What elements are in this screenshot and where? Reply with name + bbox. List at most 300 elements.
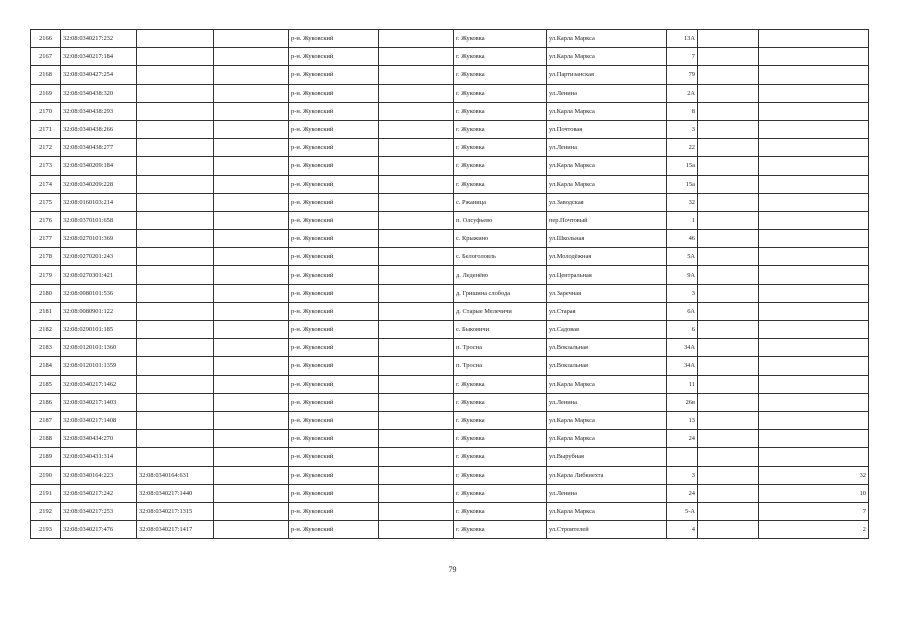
cadastral-number-cell: 32:08:0340217:1408 <box>61 411 137 429</box>
row-number-cell: 2170 <box>31 102 61 120</box>
table-row <box>31 120 869 138</box>
cadastral-number-cell: 32:08:0080901:122 <box>61 302 137 320</box>
empty-cell <box>214 284 289 302</box>
empty-cell <box>698 193 759 211</box>
empty-cell <box>698 48 759 66</box>
district-cell: р-н. Жуковский <box>289 357 379 375</box>
cadastral-number-cell: 32:08:0120101:1359 <box>61 357 137 375</box>
cadastral-number-cell: 32:08:0340438:293 <box>61 102 137 120</box>
settlement-cell: г. Жуковка <box>454 411 547 429</box>
empty-cell <box>698 302 759 320</box>
cadastral-number-cell: 32:08:0270101:369 <box>61 230 137 248</box>
empty-cell <box>379 266 454 284</box>
house-number-cell: 15а <box>667 157 698 175</box>
house-number-cell: 3 <box>667 120 698 138</box>
row-number-cell: 2176 <box>31 211 61 229</box>
table-row <box>31 139 869 157</box>
settlement-cell: с. Белоголовль <box>454 248 547 266</box>
empty-cell <box>379 230 454 248</box>
empty-cell <box>698 175 759 193</box>
empty-cell <box>214 66 289 84</box>
district-cell: р-н. Жуковский <box>289 393 379 411</box>
premises-cadastral-number-cell <box>137 448 214 466</box>
empty-cell <box>698 393 759 411</box>
street-cell: ул.Ленина <box>547 84 667 102</box>
house-number-cell: 5-А <box>667 502 698 520</box>
street-cell: ул.Вокзальная <box>547 357 667 375</box>
empty-cell <box>379 302 454 320</box>
street-cell: ул.Ленина <box>547 393 667 411</box>
premises-cadastral-number-cell <box>137 230 214 248</box>
street-cell: ул.Школьная <box>547 230 667 248</box>
street-cell: ул.Заречная <box>547 284 667 302</box>
settlement-cell: г. Жуковка <box>454 466 547 484</box>
settlement-cell: с. Ржаница <box>454 193 547 211</box>
empty-cell <box>214 375 289 393</box>
street-cell: ул.Карла Маркса <box>547 48 667 66</box>
street-cell: ул.Карла Маркса <box>547 502 667 520</box>
empty-cell <box>379 66 454 84</box>
empty-cell <box>698 66 759 84</box>
empty-cell <box>698 448 759 466</box>
empty-cell <box>698 211 759 229</box>
street-cell: ул.Ленина <box>547 139 667 157</box>
apartment-number-cell <box>759 448 869 466</box>
empty-cell <box>214 48 289 66</box>
apartment-number-cell <box>759 266 869 284</box>
street-cell: ул.Заводская <box>547 193 667 211</box>
empty-cell <box>379 484 454 502</box>
premises-cadastral-number-cell <box>137 430 214 448</box>
row-number-cell: 2178 <box>31 248 61 266</box>
empty-cell <box>379 175 454 193</box>
apartment-number-cell <box>759 211 869 229</box>
table-row <box>31 193 869 211</box>
row-number-cell: 2181 <box>31 302 61 320</box>
premises-cadastral-number-cell <box>137 48 214 66</box>
premises-cadastral-number-cell: 32:08:0340217:1315 <box>137 502 214 520</box>
row-number-cell: 2172 <box>31 139 61 157</box>
house-number-cell: 5А <box>667 248 698 266</box>
empty-cell <box>379 321 454 339</box>
empty-cell <box>379 430 454 448</box>
empty-cell <box>379 157 454 175</box>
empty-cell <box>214 30 289 48</box>
page-number: 79 <box>448 565 457 574</box>
table-row <box>31 321 869 339</box>
table-row <box>31 393 869 411</box>
empty-cell <box>214 411 289 429</box>
row-number-cell: 2166 <box>31 30 61 48</box>
district-cell: р-н. Жуковский <box>289 157 379 175</box>
settlement-cell: г. Жуковка <box>454 175 547 193</box>
table-row <box>31 521 869 539</box>
cadastral-number-cell: 32:08:0370101:658 <box>61 211 137 229</box>
table-row <box>31 175 869 193</box>
empty-cell <box>214 521 289 539</box>
premises-cadastral-number-cell <box>137 411 214 429</box>
empty-cell <box>214 502 289 520</box>
row-number-cell: 2186 <box>31 393 61 411</box>
cadastral-number-cell: 32:08:0120101:1360 <box>61 339 137 357</box>
empty-cell <box>698 30 759 48</box>
row-number-cell: 2188 <box>31 430 61 448</box>
house-number-cell: 3 <box>667 466 698 484</box>
table-row <box>31 375 869 393</box>
apartment-number-cell <box>759 248 869 266</box>
house-number-cell: 79 <box>667 66 698 84</box>
table-row <box>31 48 869 66</box>
empty-cell <box>214 466 289 484</box>
settlement-cell: г. Жуковка <box>454 484 547 502</box>
district-cell: р-н. Жуковский <box>289 430 379 448</box>
empty-cell <box>698 284 759 302</box>
empty-cell <box>698 120 759 138</box>
premises-cadastral-number-cell <box>137 339 214 357</box>
empty-cell <box>214 102 289 120</box>
cadastral-number-cell: 32:08:0290101:185 <box>61 321 137 339</box>
table-row <box>31 339 869 357</box>
street-cell: ул.Партизанская <box>547 66 667 84</box>
empty-cell <box>214 266 289 284</box>
house-number-cell: 8 <box>667 102 698 120</box>
row-number-cell: 2180 <box>31 284 61 302</box>
table-body <box>31 30 869 539</box>
premises-cadastral-number-cell <box>137 284 214 302</box>
district-cell: р-н. Жуковский <box>289 211 379 229</box>
empty-cell <box>698 502 759 520</box>
empty-cell <box>379 211 454 229</box>
empty-cell <box>698 430 759 448</box>
empty-cell <box>698 411 759 429</box>
house-number-cell: 26в <box>667 393 698 411</box>
empty-cell <box>698 266 759 284</box>
settlement-cell: г. Жуковка <box>454 430 547 448</box>
empty-cell <box>379 139 454 157</box>
settlement-cell: г. Жуковка <box>454 375 547 393</box>
premises-cadastral-number-cell <box>137 157 214 175</box>
empty-cell <box>214 484 289 502</box>
district-cell: р-н. Жуковский <box>289 120 379 138</box>
empty-cell <box>379 393 454 411</box>
table-row <box>31 430 869 448</box>
table-row <box>31 448 869 466</box>
house-number-cell: 34А <box>667 339 698 357</box>
table-row <box>31 266 869 284</box>
empty-cell <box>379 248 454 266</box>
apartment-number-cell <box>759 175 869 193</box>
street-cell: ул.Вырубная <box>547 448 667 466</box>
district-cell: р-н. Жуковский <box>289 302 379 320</box>
street-cell: ул.Молодёжная <box>547 248 667 266</box>
empty-cell <box>214 248 289 266</box>
apartment-number-cell <box>759 30 869 48</box>
cadastral-number-cell: 32:08:0080101:536 <box>61 284 137 302</box>
street-cell: ул.Карла Маркса <box>547 30 667 48</box>
apartment-number-cell <box>759 230 869 248</box>
empty-cell <box>214 193 289 211</box>
apartment-number-cell <box>759 193 869 211</box>
apartment-number-cell <box>759 102 869 120</box>
street-cell: ул.Карла Маркса <box>547 175 667 193</box>
settlement-cell: г. Жуковка <box>454 157 547 175</box>
settlement-cell: с. Крыжино <box>454 230 547 248</box>
cadastral-number-cell: 32:08:0160103:214 <box>61 193 137 211</box>
house-number-cell <box>667 448 698 466</box>
empty-cell <box>214 139 289 157</box>
street-cell: ул.Карла Маркса <box>547 411 667 429</box>
settlement-cell: г. Жуковка <box>454 66 547 84</box>
settlement-cell: г. Жуковка <box>454 393 547 411</box>
apartment-number-cell <box>759 302 869 320</box>
premises-cadastral-number-cell <box>137 393 214 411</box>
settlement-cell: г. Жуковка <box>454 448 547 466</box>
street-cell: ул.Садовая <box>547 321 667 339</box>
row-number-cell: 2192 <box>31 502 61 520</box>
apartment-number-cell: 2 <box>759 521 869 539</box>
empty-cell <box>379 339 454 357</box>
cadastral-number-cell: 32:08:0340427:254 <box>61 66 137 84</box>
row-number-cell: 2169 <box>31 84 61 102</box>
table-row <box>31 30 869 48</box>
cadastral-number-cell: 32:08:0340217:232 <box>61 30 137 48</box>
row-number-cell: 2179 <box>31 266 61 284</box>
row-number-cell: 2184 <box>31 357 61 375</box>
house-number-cell: 24 <box>667 430 698 448</box>
row-number-cell: 2182 <box>31 321 61 339</box>
district-cell: р-н. Жуковский <box>289 284 379 302</box>
apartment-number-cell <box>759 339 869 357</box>
district-cell: р-н. Жуковский <box>289 84 379 102</box>
row-number-cell: 2185 <box>31 375 61 393</box>
empty-cell <box>698 339 759 357</box>
premises-cadastral-number-cell <box>137 66 214 84</box>
settlement-cell: д. Старые Мелечичи <box>454 302 547 320</box>
empty-cell <box>698 230 759 248</box>
premises-cadastral-number-cell: 32:08:0340164:631 <box>137 466 214 484</box>
table-row <box>31 230 869 248</box>
district-cell: р-н. Жуковский <box>289 502 379 520</box>
house-number-cell: 34А <box>667 357 698 375</box>
empty-cell <box>379 521 454 539</box>
empty-cell <box>214 448 289 466</box>
premises-cadastral-number-cell <box>137 120 214 138</box>
row-number-cell: 2177 <box>31 230 61 248</box>
apartment-number-cell <box>759 411 869 429</box>
empty-cell <box>214 339 289 357</box>
district-cell: р-н. Жуковский <box>289 248 379 266</box>
table-row <box>31 248 869 266</box>
apartment-number-cell <box>759 357 869 375</box>
house-number-cell: 6А <box>667 302 698 320</box>
empty-cell <box>379 375 454 393</box>
settlement-cell: г. Жуковка <box>454 30 547 48</box>
apartment-number-cell <box>759 321 869 339</box>
house-number-cell: 11 <box>667 375 698 393</box>
table-row <box>31 284 869 302</box>
empty-cell <box>698 157 759 175</box>
street-cell: пер.Почтовый <box>547 211 667 229</box>
apartment-number-cell <box>759 375 869 393</box>
apartment-number-cell <box>759 393 869 411</box>
table-row <box>31 411 869 429</box>
row-number-cell: 2167 <box>31 48 61 66</box>
table-row <box>31 502 869 520</box>
row-number-cell: 2191 <box>31 484 61 502</box>
empty-cell <box>214 357 289 375</box>
table-row <box>31 484 869 502</box>
row-number-cell: 2189 <box>31 448 61 466</box>
empty-cell <box>698 84 759 102</box>
district-cell: р-н. Жуковский <box>289 175 379 193</box>
row-number-cell: 2174 <box>31 175 61 193</box>
table-row <box>31 102 869 120</box>
empty-cell <box>379 284 454 302</box>
house-number-cell: 4 <box>667 521 698 539</box>
premises-cadastral-number-cell <box>137 30 214 48</box>
row-number-cell: 2173 <box>31 157 61 175</box>
table-row <box>31 302 869 320</box>
district-cell: р-н. Жуковский <box>289 484 379 502</box>
street-cell: ул.Центральная <box>547 266 667 284</box>
street-cell: ул.Карла Маркса <box>547 102 667 120</box>
table-row <box>31 211 869 229</box>
premises-cadastral-number-cell <box>137 211 214 229</box>
premises-cadastral-number-cell <box>137 175 214 193</box>
table-row <box>31 66 869 84</box>
settlement-cell: г. Жуковка <box>454 521 547 539</box>
cadastral-number-cell: 32:08:0340217:476 <box>61 521 137 539</box>
cadastral-number-cell: 32:08:0270301:421 <box>61 266 137 284</box>
empty-cell <box>379 357 454 375</box>
settlement-cell: г. Жуковка <box>454 84 547 102</box>
district-cell: р-н. Жуковский <box>289 321 379 339</box>
empty-cell <box>698 521 759 539</box>
cadastral-number-cell: 32:08:0340217:184 <box>61 48 137 66</box>
empty-cell <box>379 193 454 211</box>
settlement-cell: г. Жуковка <box>454 102 547 120</box>
cadastral-number-cell: 32:08:0340438:277 <box>61 139 137 157</box>
house-number-cell: 13А <box>667 30 698 48</box>
house-number-cell: 15а <box>667 175 698 193</box>
empty-cell <box>379 30 454 48</box>
cadastral-number-cell: 32:08:0340431:314 <box>61 448 137 466</box>
district-cell: р-н. Жуковский <box>289 448 379 466</box>
street-cell: ул.Карла Маркса <box>547 157 667 175</box>
empty-cell <box>698 321 759 339</box>
district-cell: р-н. Жуковский <box>289 521 379 539</box>
cadastral-number-cell: 32:08:0340164:223 <box>61 466 137 484</box>
district-cell: р-н. Жуковский <box>289 139 379 157</box>
empty-cell <box>379 466 454 484</box>
district-cell: р-н. Жуковский <box>289 30 379 48</box>
settlement-cell: г. Жуковка <box>454 502 547 520</box>
empty-cell <box>379 48 454 66</box>
house-number-cell: 9А <box>667 266 698 284</box>
empty-cell <box>214 430 289 448</box>
empty-cell <box>214 157 289 175</box>
premises-cadastral-number-cell: 32:08:0340217:1417 <box>137 521 214 539</box>
cadastral-number-cell: 32:08:0270201:243 <box>61 248 137 266</box>
house-number-cell: 13 <box>667 411 698 429</box>
empty-cell <box>379 102 454 120</box>
house-number-cell: 1 <box>667 211 698 229</box>
row-number-cell: 2168 <box>31 66 61 84</box>
empty-cell <box>698 484 759 502</box>
premises-cadastral-number-cell <box>137 357 214 375</box>
empty-cell <box>379 502 454 520</box>
settlement-cell: п. Тросна <box>454 339 547 357</box>
premises-cadastral-number-cell <box>137 266 214 284</box>
street-cell: ул.Вокзальная <box>547 339 667 357</box>
cadastral-number-cell: 32:08:0340217:1462 <box>61 375 137 393</box>
empty-cell <box>379 411 454 429</box>
settlement-cell: г. Жуковка <box>454 48 547 66</box>
street-cell: ул.Карла Либкнехта <box>547 466 667 484</box>
district-cell: р-н. Жуковский <box>289 102 379 120</box>
street-cell: ул.Почтовая <box>547 120 667 138</box>
row-number-cell: 2171 <box>31 120 61 138</box>
apartment-number-cell <box>759 139 869 157</box>
settlement-cell: с. Быковичи <box>454 321 547 339</box>
empty-cell <box>214 321 289 339</box>
apartment-number-cell: 32 <box>759 466 869 484</box>
empty-cell <box>698 466 759 484</box>
row-number-cell: 2190 <box>31 466 61 484</box>
table-row <box>31 466 869 484</box>
empty-cell <box>214 211 289 229</box>
premises-cadastral-number-cell <box>137 84 214 102</box>
cadastral-number-cell: 32:08:0340209:228 <box>61 175 137 193</box>
house-number-cell: 3 <box>667 284 698 302</box>
house-number-cell: 2А <box>667 84 698 102</box>
street-cell: ул.Ленина <box>547 484 667 502</box>
empty-cell <box>214 175 289 193</box>
district-cell: р-н. Жуковский <box>289 266 379 284</box>
empty-cell <box>698 248 759 266</box>
cadastral-number-cell: 32:08:0340434:270 <box>61 430 137 448</box>
apartment-number-cell <box>759 66 869 84</box>
apartment-number-cell <box>759 157 869 175</box>
premises-cadastral-number-cell: 32:08:0340217:1440 <box>137 484 214 502</box>
premises-cadastral-number-cell <box>137 193 214 211</box>
cadastral-number-cell: 32:08:0340438:320 <box>61 84 137 102</box>
cadastral-number-cell: 32:08:0340217:253 <box>61 502 137 520</box>
empty-cell <box>214 120 289 138</box>
street-cell: ул.Карла Маркса <box>547 375 667 393</box>
empty-cell <box>214 302 289 320</box>
empty-cell <box>379 84 454 102</box>
property-registry-table <box>30 29 869 539</box>
empty-cell <box>214 230 289 248</box>
apartment-number-cell <box>759 84 869 102</box>
district-cell: р-н. Жуковский <box>289 48 379 66</box>
cadastral-number-cell: 32:08:0340217:1403 <box>61 393 137 411</box>
settlement-cell: п. Олсуфьево <box>454 211 547 229</box>
house-number-cell: 46 <box>667 230 698 248</box>
street-cell: ул.Строителей <box>547 521 667 539</box>
row-number-cell: 2187 <box>31 411 61 429</box>
settlement-cell: д. Гришина слобода <box>454 284 547 302</box>
settlement-cell: г. Жуковка <box>454 120 547 138</box>
premises-cadastral-number-cell <box>137 321 214 339</box>
table-row <box>31 84 869 102</box>
cadastral-number-cell: 32:08:0340209:184 <box>61 157 137 175</box>
empty-cell <box>698 357 759 375</box>
apartment-number-cell <box>759 48 869 66</box>
empty-cell <box>698 139 759 157</box>
settlement-cell: г. Жуковка <box>454 139 547 157</box>
